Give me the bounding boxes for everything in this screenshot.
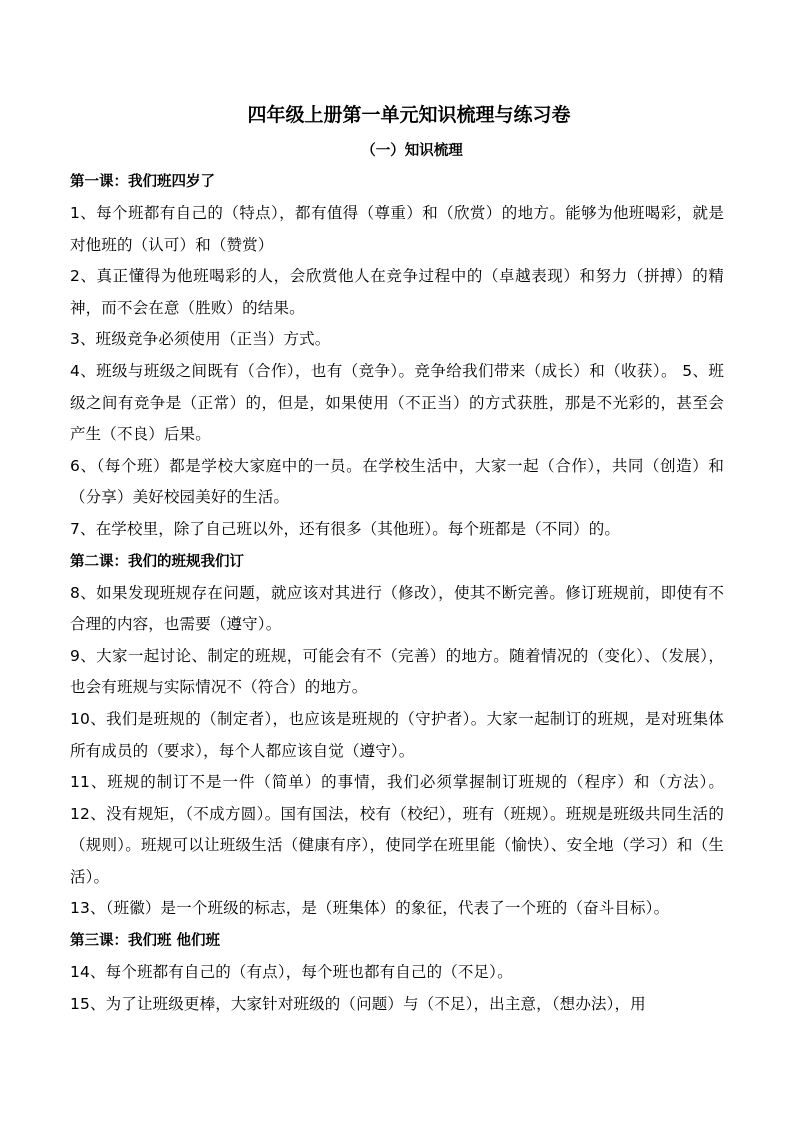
section-title: （一）知识梳理 [361, 142, 463, 159]
paragraph: 3、班级竞争必须使用（正当）方式。 [70, 330, 331, 349]
paragraph: 2、真正懂得为他班喝彩的人，会欣赏他人在竞争过程中的（卓越表现）和努力（拼搏）的精神，而不会在意（胜败）的结果。 [70, 267, 724, 317]
paragraph: 10、我们是班规的（制定者），也应该是班规的（守护者）。大家一起制订的班规，是对班集体所有成员的（要求），每个人都应该自觉（遵守）。 [70, 709, 724, 760]
paragraph: 11、班规的制订不是一件（简单）的事情，我们必须掌握制订班规的（程序）和（方法）。 12、没有规矩，（不成方圆）。国有国法，校有（校纪），班有（班规）。班规是班级共同生活的（规则）。班规可以让班级生活（健康有序），使同学在班里能（愉快）、安全地（学习）和（生活）。 [70, 773, 724, 886]
paragraph: 15、为了让班级更棒，大家针对班级的（问题）与（不足），出主意，（想办法），用 [70, 994, 646, 1013]
paragraph: 6、（每个班）都是学校大家庭中的一员。在学校生活中，大家一起（合作），共同（创造）和（分享）美好校园美好的生活。 [70, 456, 724, 507]
document-title: 四年级上册第一单元知识梳理与练习卷 [247, 104, 571, 126]
paragraph: 14、每个班都有自己的（有点），每个班也都有自己的（不足）。 [70, 963, 513, 982]
lesson-heading: 第三课：我们班 他们班 [70, 932, 221, 950]
lesson-heading: 第一课：我们班四岁了 [70, 173, 215, 190]
paragraph: 7、在学校里，除了自己班以外，还有很多（其他班）。每个班都是（不同）的。 [70, 519, 621, 538]
paragraph: 1、每个班都有自己的（特点），都有值得（尊重）和（欣赏）的地方。能够为他班喝彩，就是对他班的（认可）和（赞赏） [70, 204, 724, 254]
paragraph: 8、如果发现班规存在问题，就应该对其进行（修改），使其不断完善。修订班规前，即使有不合理的内容，也需要（遵守）。 [70, 583, 724, 634]
paragraph: 4、班级与班级之间既有（合作），也有（竞争）。竞争给我们带来（成长）和（收获）。 5、班级之间有竞争是（正常）的，但是，如果使用（不正当）的方式获胜，那是不光彩的，甚至会产生（不良）后果。 [70, 361, 724, 444]
paragraph: 9、大家一起讨论、制定的班规，可能会有不（完善）的地方。随着情况的（变化）、（发展），也会有班规与实际情况不（符合）的地方。 [70, 646, 724, 697]
lesson-heading: 第二课：我们的班规我们订 [70, 552, 244, 570]
paragraph: 13、（班徽）是一个班级的标志，是（班集体）的象征，代表了一个班的（奋斗目标）。 [70, 899, 670, 918]
